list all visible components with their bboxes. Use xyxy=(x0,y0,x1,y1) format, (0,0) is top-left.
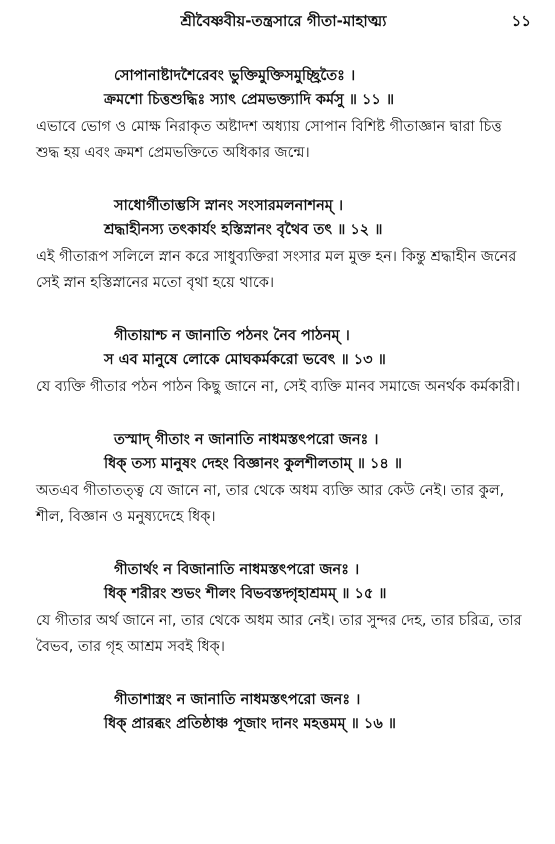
verse-line-2: স এব মানুষে লোকে মোঘকর্মকরো ভবেৎ ॥ ১৩ ॥ xyxy=(104,352,386,368)
verse-13 xyxy=(36,324,531,400)
verse-line-1: তস্মাদ্ গীতাং ন জানাতি নাধমস্তৎপরো জনঃ । xyxy=(114,432,379,448)
verse-translation: যে গীতার অর্থ জানে না, তার থেকে অধম আর নেই। তার সুন্দর দেহ, তার চরিত্র, তার বৈভব, তার গৃহ আশ্রম সবই ধিক্। xyxy=(36,613,522,655)
verse-12 xyxy=(36,194,531,296)
verse-line-2: ধিক্ তস্য মানুষং দেহং বিজ্ঞানং কুলশীলতাম্ ॥ ১৪ ॥ xyxy=(104,456,403,472)
verse-16 xyxy=(36,688,531,736)
verse-line-1: সাধোর্গীতাম্ভসি স্নানং সংসারমলনাশনম্ । xyxy=(114,198,344,214)
verse-14 xyxy=(36,428,531,530)
verse-translation: যে ব্যক্তি গীতার পঠন পাঠন কিছু জানে না, সেই ব্যক্তি মানব সমাজে অনর্থক কর্মকারী। xyxy=(36,379,521,395)
page-number: ১১ xyxy=(511,12,531,30)
verse-translation: অতএব গীতাতত্ত্ব যে জানে না, তার থেকে অধম ব্যক্তি আর কেউ নেই। তার কুল, শীল, বিজ্ঞান ও মনুষ্যদেহে ধিক্। xyxy=(36,483,505,525)
verse-line-2: ক্রমশো চিত্তশুদ্ধিঃ স্যাৎ প্রেমভক্ত্যাদি কর্মসু ॥ ১১ ॥ xyxy=(104,92,395,108)
running-header-title: শ্রীবৈষ্ণবীয়-তন্ত্রসারে গীতা-মাহাত্ম্য xyxy=(180,12,387,30)
verse-line-1: গীতার্থং ন বিজানাতি নাধমস্তৎপরো জনঃ । xyxy=(114,562,360,578)
verse-line-2: শ্রদ্ধাহীনস্য তৎকার্যং হস্তিস্নানং বৃথৈব তৎ ॥ ১২ ॥ xyxy=(104,222,383,238)
verse-translation: এভাবে ভোগ ও মোক্ষ নিরাকৃত অষ্টাদশ অধ্যায় সোপান বিশিষ্ট গীতাজ্ঞান দ্বারা চিত্ত শুদ্ধ হয় এবং ক্রমশ প্রেমভক্তিতে অধিকার জন্মে। xyxy=(36,119,502,161)
verse-line-1: সোপানাষ্টাদশৈরেবং ভুক্তিমুক্তিসমুচ্ছ্রিতৈঃ । xyxy=(114,68,356,84)
verse-translation: এই গীতারূপ সলিলে স্নান করে সাধুব্যক্তিরা সংসার মল মুক্ত হন। কিন্তু শ্রদ্ধাহীন জনের সেই স্নান হস্তিস্নানের মতো বৃথা হয়ে থাকে। xyxy=(36,249,517,291)
verse-line-2: ধিক্ শরীরং শুভং শীলং বিভবস্তদ্গৃহাশ্রমম্ ॥ ১৫ ॥ xyxy=(104,586,387,602)
verse-line-2: ধিক্ প্রারব্ধং প্রতিষ্ঠাঞ্চ পূজাং দানং মহত্তমম্ ॥ ১৬ ॥ xyxy=(104,716,396,732)
verse-11 xyxy=(36,64,531,166)
verse-line-1: গীতায়াশ্চ ন জানাতি পঠনং নৈব পাঠনম্ । xyxy=(114,328,350,344)
verse-line-1: গীতাশাস্ত্রং ন জানাতি নাধমস্তৎপরো জনঃ । xyxy=(114,692,361,708)
verse-15 xyxy=(36,558,531,660)
running-header xyxy=(36,10,531,36)
